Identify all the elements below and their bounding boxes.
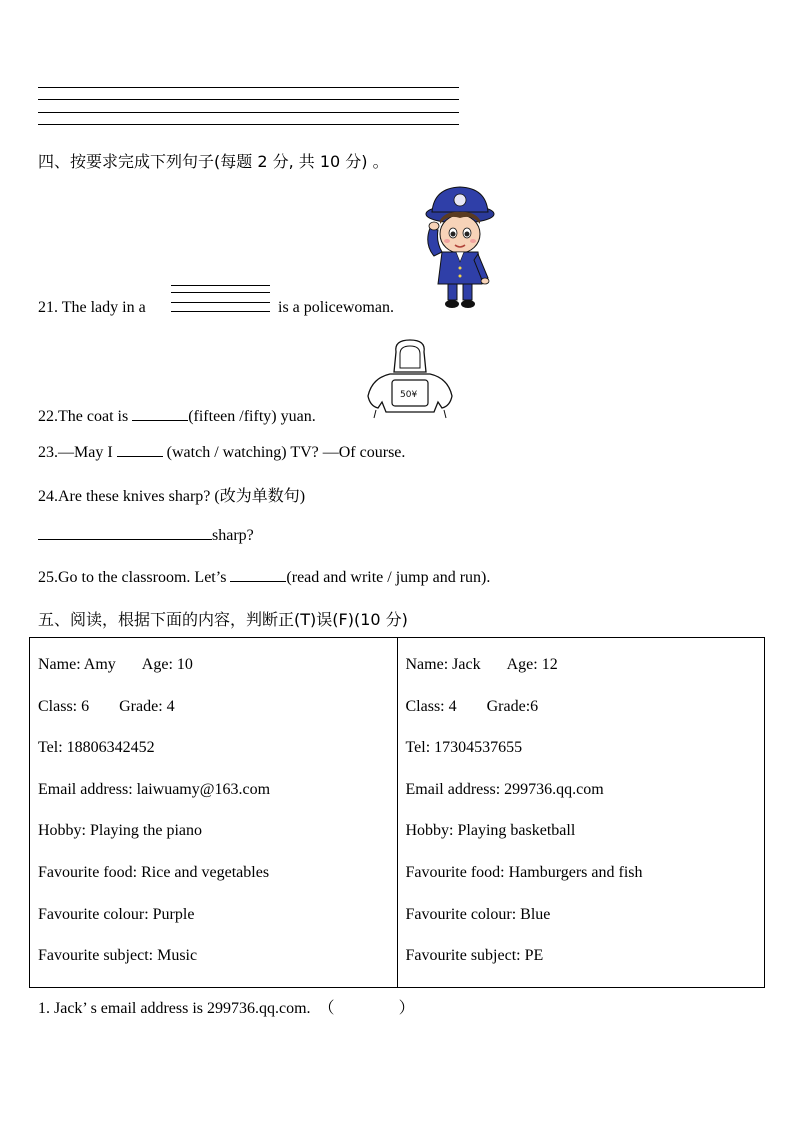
- amy-subject: Favourite subject: Music: [38, 947, 198, 965]
- q23-line: [38, 442, 405, 462]
- q22-text-end: (fifteen /fifty) yuan.: [188, 408, 316, 425]
- q22-text-start: 22.The coat is: [38, 408, 129, 425]
- jack-food: Favourite food: Hamburgers and fish: [405, 863, 643, 881]
- q23-text-end: (watch / watching) TV? —Of course.: [166, 444, 406, 461]
- amy-email: Email address: laiwuamy@163.com: [38, 780, 271, 798]
- jack-subject: Favourite subject: PE: [405, 947, 544, 965]
- reading-question-1: [38, 995, 415, 1018]
- section4-heading: 四、按要求完成下列句子(每题 2 分, 共 10 分) 。: [38, 152, 389, 171]
- policewoman-illustration: [418, 184, 500, 314]
- answer-bracket-close: ）: [398, 1000, 415, 1017]
- jack-class: 4: [448, 697, 457, 715]
- q22-blank[interactable]: [132, 406, 188, 421]
- answer-line-1: [38, 87, 459, 88]
- q21-text-end: is a policewoman.: [278, 299, 394, 316]
- q22-line: [38, 406, 316, 426]
- q25-text-start: 25.Go to the classroom. Let’s: [38, 569, 227, 586]
- q24-blank[interactable]: [38, 525, 212, 540]
- q25-text-end: (read and write / jump and run).: [286, 569, 491, 586]
- q21-blank-line-4: [171, 311, 270, 312]
- jack-grade: 6: [530, 697, 539, 715]
- q24-answer-line: [38, 525, 254, 545]
- amy-tel: Tel: 18806342452: [38, 739, 155, 757]
- amy-class-row: Class: 6 Grade: 4: [38, 697, 175, 715]
- jack-age: 12: [541, 656, 558, 673]
- reading-question-1-text: 1. Jack’ s email address is 299736.qq.com.: [38, 1000, 311, 1017]
- q21-blank-line-2: [171, 292, 270, 293]
- coat-price-tag: 50¥: [400, 390, 418, 400]
- jack-card: [397, 638, 765, 988]
- jack-hobby: Hobby: Playing basketball: [405, 822, 576, 840]
- q24-question: 24.Are these knives sharp? (改为单数句): [38, 488, 306, 505]
- jack-class-row: Class: 4 Grade:6: [405, 697, 539, 715]
- q23-text-start: 23.—May I: [38, 444, 113, 461]
- amy-name-row: Name: Amy Age: 10: [38, 656, 193, 673]
- section5-heading: 五、阅读，根据下面的内容，判断正(T)误(F)(10 分): [38, 610, 408, 629]
- answer-bracket-open: （: [318, 1000, 335, 1017]
- jack-name-row: Name: Jack Age: 12: [405, 656, 558, 673]
- jack-tel: Tel: 17304537655: [405, 739, 523, 757]
- reading-question-1-answer[interactable]: [335, 999, 399, 1013]
- amy-colour: Favourite colour: Purple: [38, 905, 195, 923]
- q25-line: [38, 567, 490, 587]
- amy-name: Amy: [83, 656, 116, 673]
- q21-blank-line-1: [171, 285, 270, 286]
- amy-card: [30, 638, 398, 988]
- student-info-table: [29, 637, 765, 988]
- q24-answer-end: sharp?: [212, 527, 254, 544]
- amy-age: 10: [176, 656, 193, 673]
- answer-line-2: [38, 99, 459, 100]
- q21-blank-line-3: [171, 302, 270, 303]
- q23-blank[interactable]: [117, 442, 163, 457]
- q25-blank[interactable]: [230, 567, 286, 582]
- answer-line-3: [38, 112, 459, 113]
- amy-class: 6: [81, 697, 90, 715]
- amy-food: Favourite food: Rice and vegetables: [38, 863, 270, 881]
- jack-name: Jack: [452, 656, 481, 673]
- jack-colour: Favourite colour: Blue: [405, 905, 551, 923]
- answer-line-4: [38, 124, 459, 125]
- amy-hobby: Hobby: Playing the piano: [38, 822, 202, 840]
- coat-illustration: [364, 338, 456, 420]
- amy-grade: 4: [166, 697, 175, 715]
- q21-text-start: 21. The lady in a: [38, 299, 146, 316]
- jack-email: Email address: 299736.qq.com: [405, 780, 604, 798]
